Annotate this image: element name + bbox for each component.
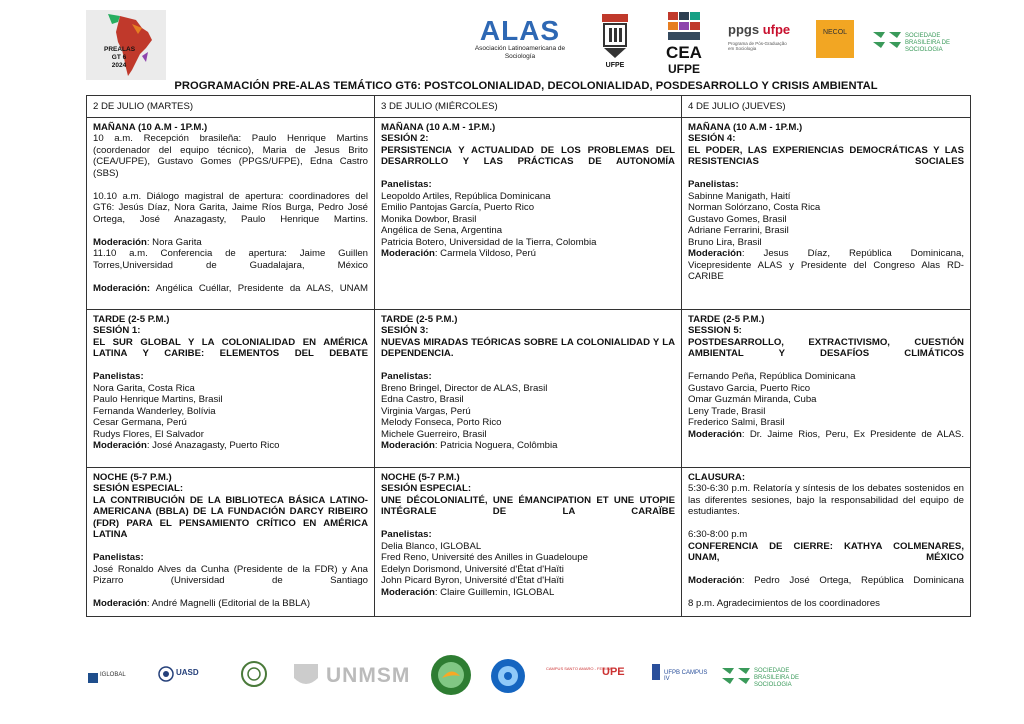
moderation-value: : Jesus Díaz, República Dominicana, Vicepresidente ALAS y Presidente del Congreso Alas RD-CARIBE [688,248,964,282]
header-logos [0,0,1024,80]
moderation-label: Moderación [381,586,435,598]
blue-seal-icon [490,658,526,694]
panelist: Nora Garita, Costa Rica [93,382,195,394]
paragraph: 10 a.m. Recepción brasileña: Paulo Henrique Martins (coordenador del equipo técnico), Maria de Jesus Brito (CEA/UFPE), Gustavo Gomes (PPGS/UFPE), Edna Castro (SBS) [93,133,368,179]
day-header-thursday: 4 DE JULIO (JUEVES) [682,96,971,118]
session-number: SESIÓN 2: [381,133,429,144]
cea-logo-text: CEA [666,43,702,62]
uasd-logo-text: UASD [176,668,199,677]
session-topic: EL SUR GLOBAL Y LA COLONIALIDAD EN AMÉRICA LATINA Y CARIBE: ELEMENTOS DEL DEBATE [93,336,368,359]
panelist: Adriane Ferrarini, Brasil [688,225,789,236]
session-time-heading: TARDE (2-5 P.M.) [381,313,458,325]
moderation-line [93,283,368,306]
session-topic: UNE DÉCOLONIALITÉ, UNE ÉMANCIPATION ET UNE UTOPIE INTÉGRALE DE LA CARAÏBE [381,494,675,517]
moderation-value: : Pedro José Ortega, República Dominicana [741,575,964,586]
iglobal-logo [88,670,136,680]
night-row [87,467,971,616]
green-seal-icon [240,660,268,688]
panelists-label: Panelistas: [93,371,144,382]
panelists-label: Panelistas: [688,179,739,190]
necol-logo-text: NECOL [822,29,848,36]
moderation-line [93,598,368,610]
paragraph: 11.10 a.m. Conferencia de apertura: Jaime Guillen Torres,Universidad de Guadalajara, México [93,248,368,271]
session-number: SESIÓN ESPECIAL: [93,483,184,494]
paragraph: 6:30-8:00 p.m [688,529,748,540]
moderation-value: Angélica Cuéllar, Presidente da ALAS, UNAM [150,282,368,294]
morning-row [87,117,971,309]
prealas-line-1: PREALAS [104,46,136,53]
paragraph: 5:30-6:30 p.m. Relatoría y síntesis de los debates sostenidos en las diferentes sesiones, bajo la responsabilidad del equipo de estudiantes. [688,483,964,517]
campus-iv-logo [650,662,708,686]
panelists-text: José Ronaldo Alves da Cunha (Presidente de la FDR) y Ana Pizarro (Universidad de Santiago [93,563,368,586]
afternoon-wednesday-cell [375,309,682,467]
day-header-row [87,96,971,118]
moderation-label: Moderación [93,236,147,248]
cea-ufpe-text: UFPE [667,62,700,76]
panelist: Fernando Peña, República Dominicana [688,371,856,382]
moderation-value: : Claire Guillemin, IGLOBAL [434,586,555,598]
moderation-line [93,440,368,452]
panelists-label: Panelistas: [381,371,432,382]
session-topic: EL PODER, LAS EXPERIENCIAS DEMOCRÁTICAS Y LAS RESISTENCIAS SOCIALES [688,144,964,167]
panelist: Sabinne Manigath, Haití [688,190,791,202]
panelist: Edna Castro, Brasil [381,394,464,405]
night-tuesday-cell [87,467,375,616]
prealas-line-3: 2024 [111,62,127,69]
alas-logo [468,17,572,65]
ufpe-campus-logo [546,666,632,684]
ufpe-crest-icon [598,12,632,60]
moderation-label: Moderación [381,440,435,451]
moderation-label: Moderación [688,248,742,259]
bird-seal-icon [430,654,472,696]
night-thursday-cell [682,467,971,616]
session-time-heading: MAÑANA (10 A.M - 1P.M.) [93,121,208,133]
ppgs-subtitle: Programa de Pós-Graduação em Sociologia [728,41,787,51]
sbs-logo [871,28,963,52]
sbs-arrows-icon [871,28,903,52]
session-topic: POSTDESARROLLO, EXTRACTIVISMO, CUESTIÓN AMBIENTAL Y DESAFÍOS CLIMÁTICOS [688,336,964,359]
sbs-logo-footer-text: SOCIEDADE BRASILEIRA DE SOCIOLOGIA [754,668,800,688]
panelist: Breno Bringel, Director de ALAS, Brasil [381,382,548,394]
session-topic: NUEVAS MIRADAS TEÓRICAS SOBRE LA COLONIALIDAD Y LA DEPENDENCIA. [381,336,675,359]
closing-conference: CONFERENCIA DE CIERRE: KATHYA COLMENARES, UNAM, MÉXICO [688,540,964,563]
session-number: SESSION 5: [688,325,742,336]
session-time-heading: TARDE (2-5 P.M.) [93,313,170,325]
moderation-value: : Patricia Noguera, Colômbia [434,440,558,451]
session-time-heading: MAÑANA (10 A.M - 1P.M.) [381,121,496,133]
panelists-label: Panelistas: [381,179,432,190]
panelist: Rudys Flores, El Salvador [93,428,204,440]
panelist: Leny Trade, Brasil [688,405,766,417]
ppgs-logo [728,22,794,62]
panelist: Patricia Botero, Universidad de la Tierra, Colombia [381,236,597,248]
panelist: Melody Fonseca, Porto Rico [381,417,502,428]
panelist: Norman Solórzano, Costa Rica [688,202,821,213]
iglobal-logo-text: IGLOBAL [100,672,126,678]
panelist: John Picard Byron, Université d'État d'Haïti [381,575,564,586]
panelist: Paulo Henrique Martins, Brasil [93,394,223,405]
sbs-logo-text: SOCIEDADE BRASILEIRA DE SOCIOLOGIA [905,33,951,53]
moderation-label: Moderación [381,248,435,259]
morning-tuesday-cell [87,117,375,309]
alas-subtitle: Asociación Latinoamericana de Sociología [474,45,566,60]
seal-logo-green [240,660,268,693]
session-topic: LA CONTRIBUCIÓN DE LA BIBLIOTECA BÁSICA LATINO-AMERICANA (BBLA) DE LA FUNDACIÓN DARCY RIBEIRO (FDR) PARA EL PENSAMIENTO CRÍTICO EN AMÉRICA LATINA [93,494,368,540]
bird-seal-logo [430,654,472,701]
session-number: SESIÓN 4: [688,133,736,144]
ufpe-campus-logo-text: UPE [602,666,625,678]
panelist: Fernanda Wanderley, Bolívia [93,405,216,417]
panelist: Fred Reno, Université des Anilles in Guadeloupe [381,552,588,563]
moderation-value: : Nora Garita [146,236,202,248]
uasd-logo [158,666,206,684]
moderation-line [93,237,368,249]
session-time-heading: NOCHE (5-7 P.M.) [381,471,460,483]
session-time-heading: MAÑANA (10 A.M - 1P.M.) [688,121,803,133]
sbs-arrows-icon [720,664,752,688]
moderation-label: Moderación [93,598,147,609]
unmsm-logo [290,660,414,692]
ufpe-logo-text: UFPE [605,62,625,69]
panelist: Edelyn Dorismond, Université d'État d'Haïti [381,563,564,575]
panelists-label: Panelistas: [381,529,432,540]
moderation-line [688,248,964,294]
day-header-wednesday: 3 DE JULIO (MIÉRCOLES) [375,96,682,118]
panelist: Michele Guerreiro, Brasil [381,428,487,440]
blue-seal-logo [490,658,526,699]
panelist: Emilio Pantojas García, Puerto Rico [381,202,535,213]
moderation-label: Moderación [93,440,147,451]
moderation-value: : André Magnelli (Editorial de la BBLA) [146,598,311,609]
session-number: SESIÓN 1: [93,325,141,336]
iglobal-mark-icon [88,673,98,683]
afternoon-row [87,309,971,467]
moderation-value: : Dr. Jaime Rios, Peru, Ex Presidente de ALAS. [741,428,964,440]
afternoon-tuesday-cell [87,309,375,467]
moderation-value: : Carmela Vildoso, Perú [434,248,536,259]
session-time-heading: NOCHE (5-7 P.M.) [93,471,172,483]
moderation-line [688,575,964,598]
panelist: Monika Dowbor, Brasil [381,213,477,225]
panelist: Bruno Lira, Brasil [688,236,762,248]
cea-logo [661,10,707,78]
panelist: Cesar Germana, Perú [93,417,187,428]
moderation-line [688,429,964,452]
footer-logos [0,640,1024,724]
day-header-tuesday: 2 DE JULIO (MARTES) [87,96,375,118]
morning-wednesday-cell [375,117,682,309]
moderation-label: Moderación: [93,282,151,294]
cea-pattern-icon [661,10,707,42]
moderation-line [381,248,675,260]
panelist: Virginia Vargas, Perú [381,405,471,417]
uasd-seal-icon [158,666,174,682]
session-time-heading: CLAUSURA: [688,471,746,483]
moderation-value: : José Anazagasty, Puerto Rico [146,440,280,451]
page-title: PROGRAMACIÓN PRE-ALAS TEMÁTICO GT6: POSTCOLONIALIDAD, DECOLONIALIDAD, POSDESARROLLO Y CRISIS AMBIENTAL [174,80,878,92]
panelist: Angélica de Sena, Argentina [381,225,503,236]
moderation-label: Moderación [688,575,742,586]
panelists-label: Panelistas: [93,552,144,563]
campus-iv-mark-icon [650,662,662,682]
panelist: Delia Blanco, IGLOBAL [381,540,482,552]
panelist: Gustavo Gomes, Brasil [688,213,787,225]
sbs-logo-footer [720,664,816,688]
prealas-logo [86,10,166,80]
session-time-heading: TARDE (2-5 P.M.) [688,313,765,325]
necol-logo [816,20,854,58]
panelist: Omar Guzmán Miranda, Cuba [688,394,817,405]
moderation-line [381,440,675,452]
unmsm-crest-icon [290,660,322,692]
schedule-table [86,95,971,617]
moderation-line [381,587,675,599]
alas-logo-text: ALAS [479,15,561,46]
campus-iv-logo-text: UFPB CAMPUS IV [664,670,708,682]
session-topic: PERSISTENCIA Y ACTUALIDAD DE LOS PROBLEMAS DEL DESARROLLO Y LAS PRÁCTICAS DE AUTONOMÍA [381,144,675,167]
session-number: SESIÓN ESPECIAL: [381,483,472,494]
panelist: Leopoldo Artiles, República Dominicana [381,190,551,202]
afternoon-thursday-cell [682,309,971,467]
night-wednesday-cell [375,467,682,616]
unmsm-logo-text: UNMSM [326,664,411,687]
ppgs-logo-suffix: ufpe [762,22,791,37]
ppgs-logo-text: ppgs [728,22,760,37]
ufpe-campus-small-text: CAMPUS SANTO AMARO - FEMINA [546,666,613,671]
moderation-label: Moderación [688,428,742,440]
prealas-line-2: GT 6 [111,54,127,61]
paragraph: 10.10 a.m. Diálogo magistral de apertura: coordinadores del GT6: Jesús Díaz, Nora Garita, Jaime Ríos Burga, Pedro José Ortega, José Anazagasty, Paulo Henrique Martins. [93,190,368,225]
morning-thursday-cell [682,117,971,309]
session-number: SESIÓN 3: [381,325,429,336]
panelist: Gustavo Garcia, Puerto Rico [688,382,811,394]
panelist: Frederico Salmi, Brasil [688,417,785,428]
ufpe-logo [598,12,632,72]
paragraph: 8 p.m. Agradecimientos de los coordinadores [688,598,880,609]
